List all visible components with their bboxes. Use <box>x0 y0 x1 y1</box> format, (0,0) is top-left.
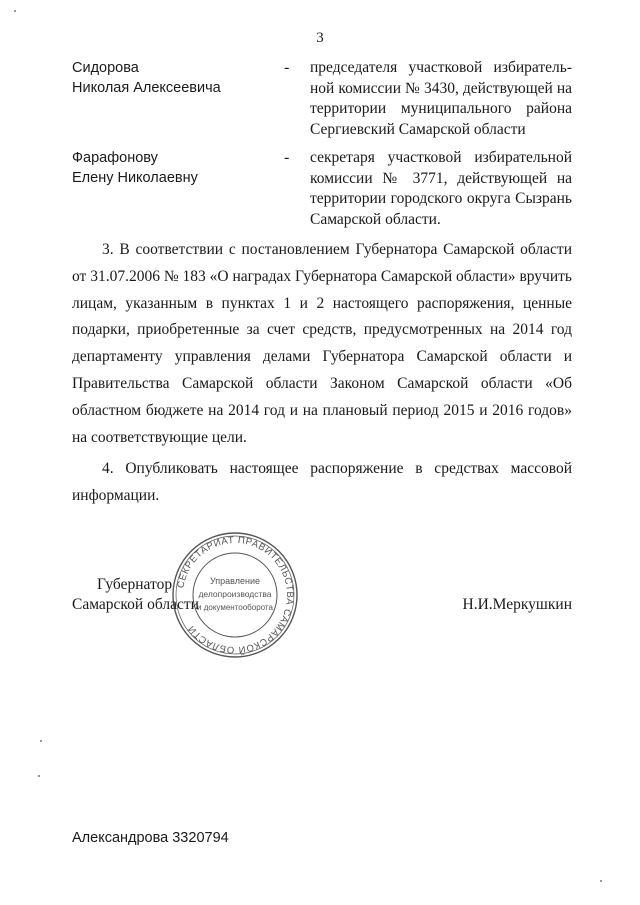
awardee-position: секретаря участковой избирательной комиссии № 3771, действующей на территории городского округа Сызрань Самарской области. <box>310 149 572 228</box>
awardee-dash: - <box>284 149 290 166</box>
seal-inner-line2: делопроизводства <box>198 589 272 599</box>
scan-speck <box>38 775 40 777</box>
awardee-position: председателя участковой избирательной комиссии № 3430, действующей на территории муниципального района Сергиевский Самарской области <box>310 59 572 138</box>
awardee-name <box>72 58 272 98</box>
signatory-name: Н.И.Меркушкин <box>462 596 572 613</box>
awardee-entry <box>72 58 572 138</box>
paragraph-3: 3. В соответствии с постановлением Губернатора Самарской области от 31.07.2006 № 183 «О наградах Губернатора Самарской области» вручить лицам, указанным в пунктах 1 и 2 настоящего распоряжения, ценные подарки, приобретенные за счет средств, предусмотренных на 2014 год департаменту управления делами Губернатора Самарской области и Правительства Самарской области Законом Самарской области «Об областном бюджете на 2014 год и на плановый период 2015 и 2016 годов» на соответствующие цели. <box>72 241 572 446</box>
awardee-given-names: Елену Николаевну <box>72 170 198 186</box>
page-number: 3 <box>316 30 324 46</box>
signature-title-line1: Губернатор <box>97 576 173 593</box>
awardee-entry <box>72 148 572 228</box>
scan-speck <box>40 740 42 742</box>
awardee-surname: Фарафонову <box>72 150 158 166</box>
executor-contact: Александрова 3320794 <box>72 830 229 846</box>
awardee-surname: Сидорова <box>72 60 139 76</box>
scan-speck <box>14 10 16 12</box>
awardee-dash: - <box>284 59 290 76</box>
signature-title-line2: Самарской области <box>72 596 199 613</box>
scan-speck <box>600 880 602 882</box>
seal-outer-text: СЕКРЕТАРИАТ ПРАВИТЕЛЬСТВА САМАРСКОЙ ОБЛАСТИ <box>175 534 296 656</box>
paragraph-4: 4. Опубликовать настоящее распоряжение в средствах массовой информации. <box>72 460 572 504</box>
awardee-given-names: Николая Алексеевича <box>72 80 221 96</box>
seal-inner-line3: и документооборота <box>197 603 273 612</box>
signature-block <box>72 572 572 632</box>
awardee-name <box>72 148 272 188</box>
seal-inner-line1: Управление <box>209 576 261 586</box>
